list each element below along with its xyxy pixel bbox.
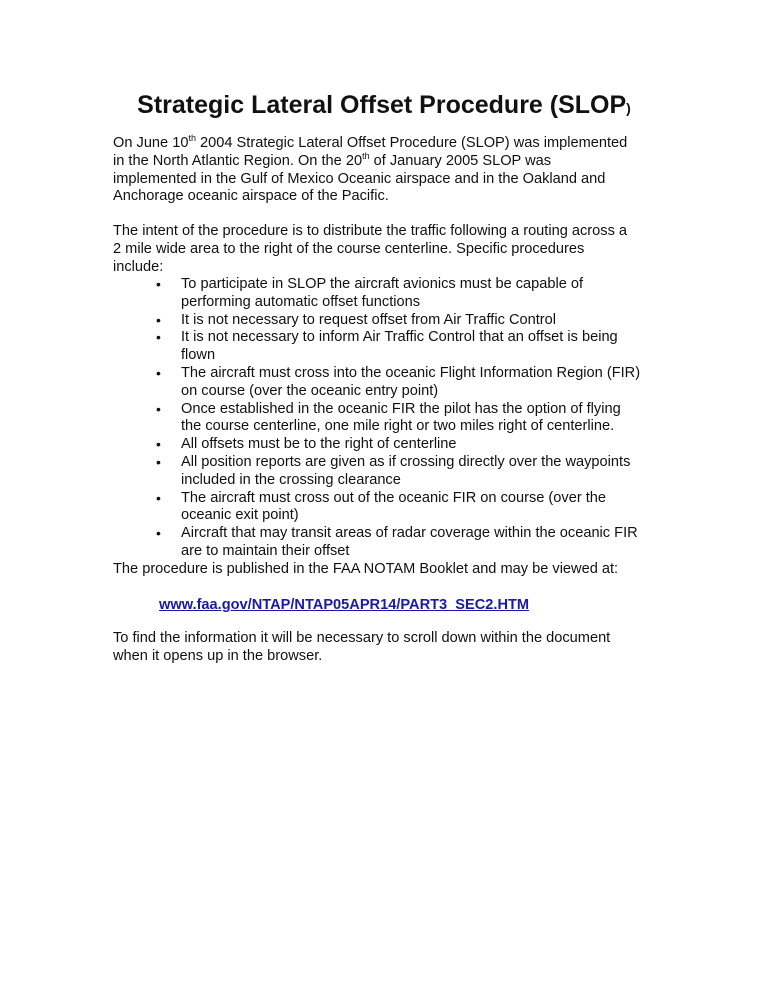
list-item xyxy=(154,276,674,312)
intent-line-3: include: xyxy=(113,258,164,275)
list-item-line: the course centerline, one mile right or two miles right of centerline. xyxy=(181,418,615,435)
list-item-line: oceanic exit point) xyxy=(181,507,299,524)
intro-line-1-b: 2004 Strategic Lateral Offset Procedure (SLOP) was implemented xyxy=(195,135,628,151)
list-item-line: The aircraft must cross out of the oceanic FIR on course (over the xyxy=(181,489,607,506)
bullet-icon: • xyxy=(156,400,161,417)
list-item-line: Once established in the oceanic FIR the pilot has the option of flying xyxy=(181,400,621,417)
procedure-list xyxy=(154,276,674,561)
bullet-icon: • xyxy=(156,364,161,381)
scroll-note-line-1: To find the information it will be necessary to scroll down within the document xyxy=(113,630,611,646)
notam-booklet-link[interactable]: www.faa.gov/NTAP/NTAP05APR14/PART3_SEC2.HTM xyxy=(159,597,530,613)
intent-line-1: The intent of the procedure is to distribute the traffic following a routing across a xyxy=(113,223,628,239)
intro-line-2-sup: th xyxy=(362,150,370,161)
list-item-line: All position reports are given as if crossing directly over the waypoints xyxy=(181,453,631,470)
bullet-icon: • xyxy=(156,525,161,542)
bullet-icon: • xyxy=(156,311,161,328)
list-item-line: Aircraft that may transit areas of radar coverage within the oceanic FIR xyxy=(181,525,638,542)
list-item xyxy=(154,525,674,561)
page-title xyxy=(0,88,768,125)
list-item xyxy=(154,365,674,401)
list-item-line: All offsets must be to the right of centerline xyxy=(181,436,457,453)
list-item xyxy=(154,490,674,526)
list-item-line: It is not necessary to request offset from Air Traffic Control xyxy=(181,311,557,328)
intro-line-1-sup: th xyxy=(188,133,196,143)
intro-line-2 xyxy=(113,150,673,171)
list-item-line: included in the crossing clearance xyxy=(181,471,401,488)
list-item-line: performing automatic offset functions xyxy=(181,293,421,310)
list-item-line: It is not necessary to inform Air Traffic Control that an offset is being xyxy=(181,329,618,346)
bullet-icon: • xyxy=(156,453,161,470)
published-paragraph xyxy=(113,561,673,579)
title-close-paren: ) xyxy=(626,100,631,116)
list-item xyxy=(154,401,674,437)
title-main: Strategic Lateral Offset Procedure (SLOP xyxy=(137,91,627,119)
intro-paragraph xyxy=(113,135,673,206)
published-line: The procedure is published in the FAA NOTAM Booklet and may be viewed at: xyxy=(113,561,619,577)
intent-paragraph xyxy=(113,223,673,276)
intro-line-1-a: On June 10 xyxy=(113,135,189,151)
list-item-line: are to maintain their offset xyxy=(181,542,350,559)
intro-line-3: implemented in the Gulf of Mexico Oceanic airspace and in the Oakland and xyxy=(113,170,606,187)
intro-line-2-b: of January 2005 SLOP was xyxy=(369,152,552,169)
scroll-note-line-2: when it opens up in the browser. xyxy=(113,647,323,664)
intro-line-2-a: in the North Atlantic Region. On the 20 xyxy=(113,152,363,169)
list-item-line: The aircraft must cross into the oceanic Flight Information Region (FIR) xyxy=(181,364,641,381)
list-item xyxy=(154,312,674,330)
list-item xyxy=(154,329,674,365)
bullet-icon: • xyxy=(156,276,161,292)
bullet-icon: • xyxy=(156,329,161,346)
bullet-icon: • xyxy=(156,436,161,453)
intro-line-1 xyxy=(113,135,673,153)
intro-line-4: Anchorage oceanic airspace of the Pacific. xyxy=(113,188,389,205)
list-item xyxy=(154,436,674,454)
scroll-note-paragraph xyxy=(113,630,673,666)
list-item-line: flown xyxy=(181,347,216,364)
intent-line-2: 2 mile wide area to the right of the course centerline. Specific procedures xyxy=(113,240,585,257)
bullet-icon: • xyxy=(156,489,161,506)
list-item-line: on course (over the oceanic entry point) xyxy=(181,382,439,399)
list-item-line: To participate in SLOP the aircraft avionics must be capable of xyxy=(181,276,584,292)
list-item xyxy=(154,454,674,490)
